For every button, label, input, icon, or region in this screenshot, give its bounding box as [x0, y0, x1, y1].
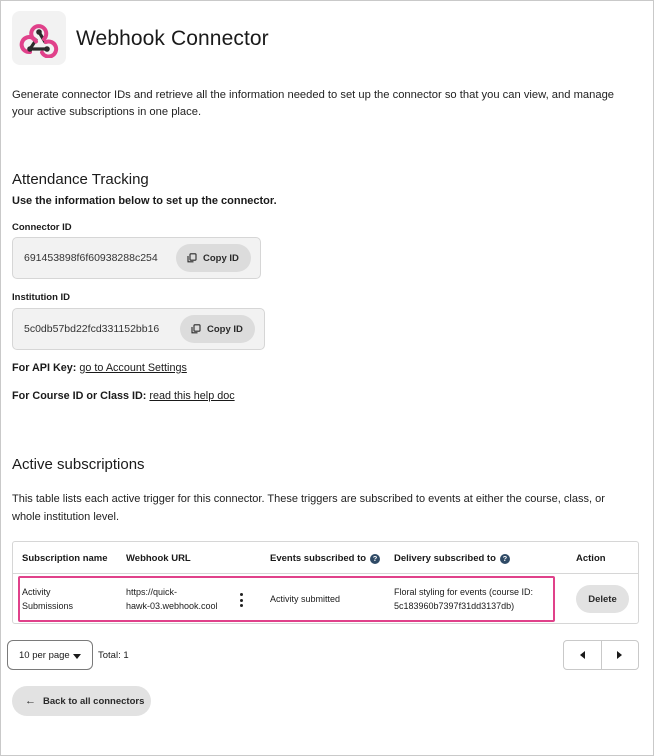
copy-institution-id-button[interactable] — [180, 315, 255, 343]
caret-left-icon — [580, 651, 585, 659]
copy-institution-id-label: Copy ID — [207, 323, 243, 335]
cell-delivery-line2: 5c183960b7397f31dd3137db) — [394, 601, 515, 611]
previous-page-button[interactable] — [564, 641, 601, 669]
back-to-connectors-button[interactable] — [12, 686, 151, 716]
api-key-prefix: For API Key: — [12, 362, 80, 374]
back-button-label: Back to all connectors — [43, 695, 145, 707]
institution-id-value: 5c0db57bd22fcd331152bb16 — [24, 323, 160, 335]
next-page-button[interactable] — [601, 641, 639, 669]
course-id-prefix: For Course ID or Class ID: — [12, 390, 150, 402]
info-icon[interactable]: ? — [500, 554, 510, 564]
institution-id-box — [12, 308, 265, 350]
cell-delivery — [394, 585, 533, 613]
webhook-icon — [19, 18, 59, 58]
column-header-delivery — [394, 553, 510, 564]
cell-subscription-name-line2: Submissions — [22, 601, 74, 611]
cell-subscription-name-line1: Activity — [22, 587, 51, 597]
column-header-action-label: Action — [576, 553, 606, 564]
cell-webhook-url — [126, 585, 218, 613]
webhook-logo — [12, 11, 66, 65]
copy-icon — [187, 253, 197, 263]
delete-button[interactable]: Delete — [576, 585, 629, 613]
api-key-line — [12, 362, 187, 374]
cell-webhook-url-line2: hawk-03.webhook.cool — [126, 601, 218, 611]
copy-icon — [191, 324, 201, 334]
column-header-events-label: Events subscribed to — [270, 553, 367, 564]
table-header-divider — [13, 573, 638, 574]
attendance-subhead: Use the information below to set up the connector. — [12, 195, 277, 207]
caret-right-icon — [617, 651, 622, 659]
attendance-title: Attendance Tracking — [12, 171, 149, 188]
connector-id-label: Connector ID — [12, 222, 72, 233]
info-icon[interactable]: ? — [370, 554, 380, 564]
column-header-action — [576, 553, 606, 564]
institution-id-label: Institution ID — [12, 292, 71, 303]
total-count: Total: 1 — [98, 650, 129, 661]
copy-connector-id-label: Copy ID — [203, 252, 239, 264]
per-page-value: 10 per page — [19, 649, 70, 661]
subscriptions-title: Active subscriptions — [12, 456, 145, 473]
cell-subscription-name — [22, 585, 73, 613]
column-header-url-label: Webhook URL — [126, 553, 191, 564]
caret-down-icon — [73, 654, 81, 659]
course-id-line — [12, 390, 235, 402]
cell-events: Activity submitted — [270, 594, 341, 604]
subscriptions-table — [12, 541, 639, 624]
page-title: Webhook Connector — [76, 27, 269, 50]
column-header-name — [22, 553, 108, 564]
cell-webhook-url-line1: https://quick- — [126, 587, 178, 597]
connector-id-value: 691453898f6f60938288c254 — [24, 252, 158, 264]
intro-text: Generate connector IDs and retrieve all the information needed to set up the connector so that you can view, and manage your active subscriptions in one place. — [12, 89, 615, 118]
column-header-delivery-label: Delivery subscribed to — [394, 553, 496, 564]
column-header-events — [270, 553, 380, 564]
pagination-controls — [563, 640, 639, 670]
connector-id-box — [12, 237, 261, 279]
arrow-left-icon: ← — [25, 695, 36, 707]
help-doc-link[interactable]: read this help doc — [149, 390, 235, 402]
column-header-url — [126, 553, 191, 564]
column-header-name-label: Subscription name — [22, 553, 108, 564]
subscriptions-description: This table lists each active trigger for this connector. These triggers are subscribed to events at either the course, class, or whole institution level. — [12, 493, 605, 523]
cell-delivery-line1: Floral styling for events (course ID: — [394, 587, 534, 597]
per-page-select[interactable] — [7, 640, 93, 670]
account-settings-link[interactable]: go to Account Settings — [79, 362, 187, 374]
more-options-icon[interactable] — [238, 593, 244, 607]
copy-connector-id-button[interactable] — [176, 244, 251, 272]
